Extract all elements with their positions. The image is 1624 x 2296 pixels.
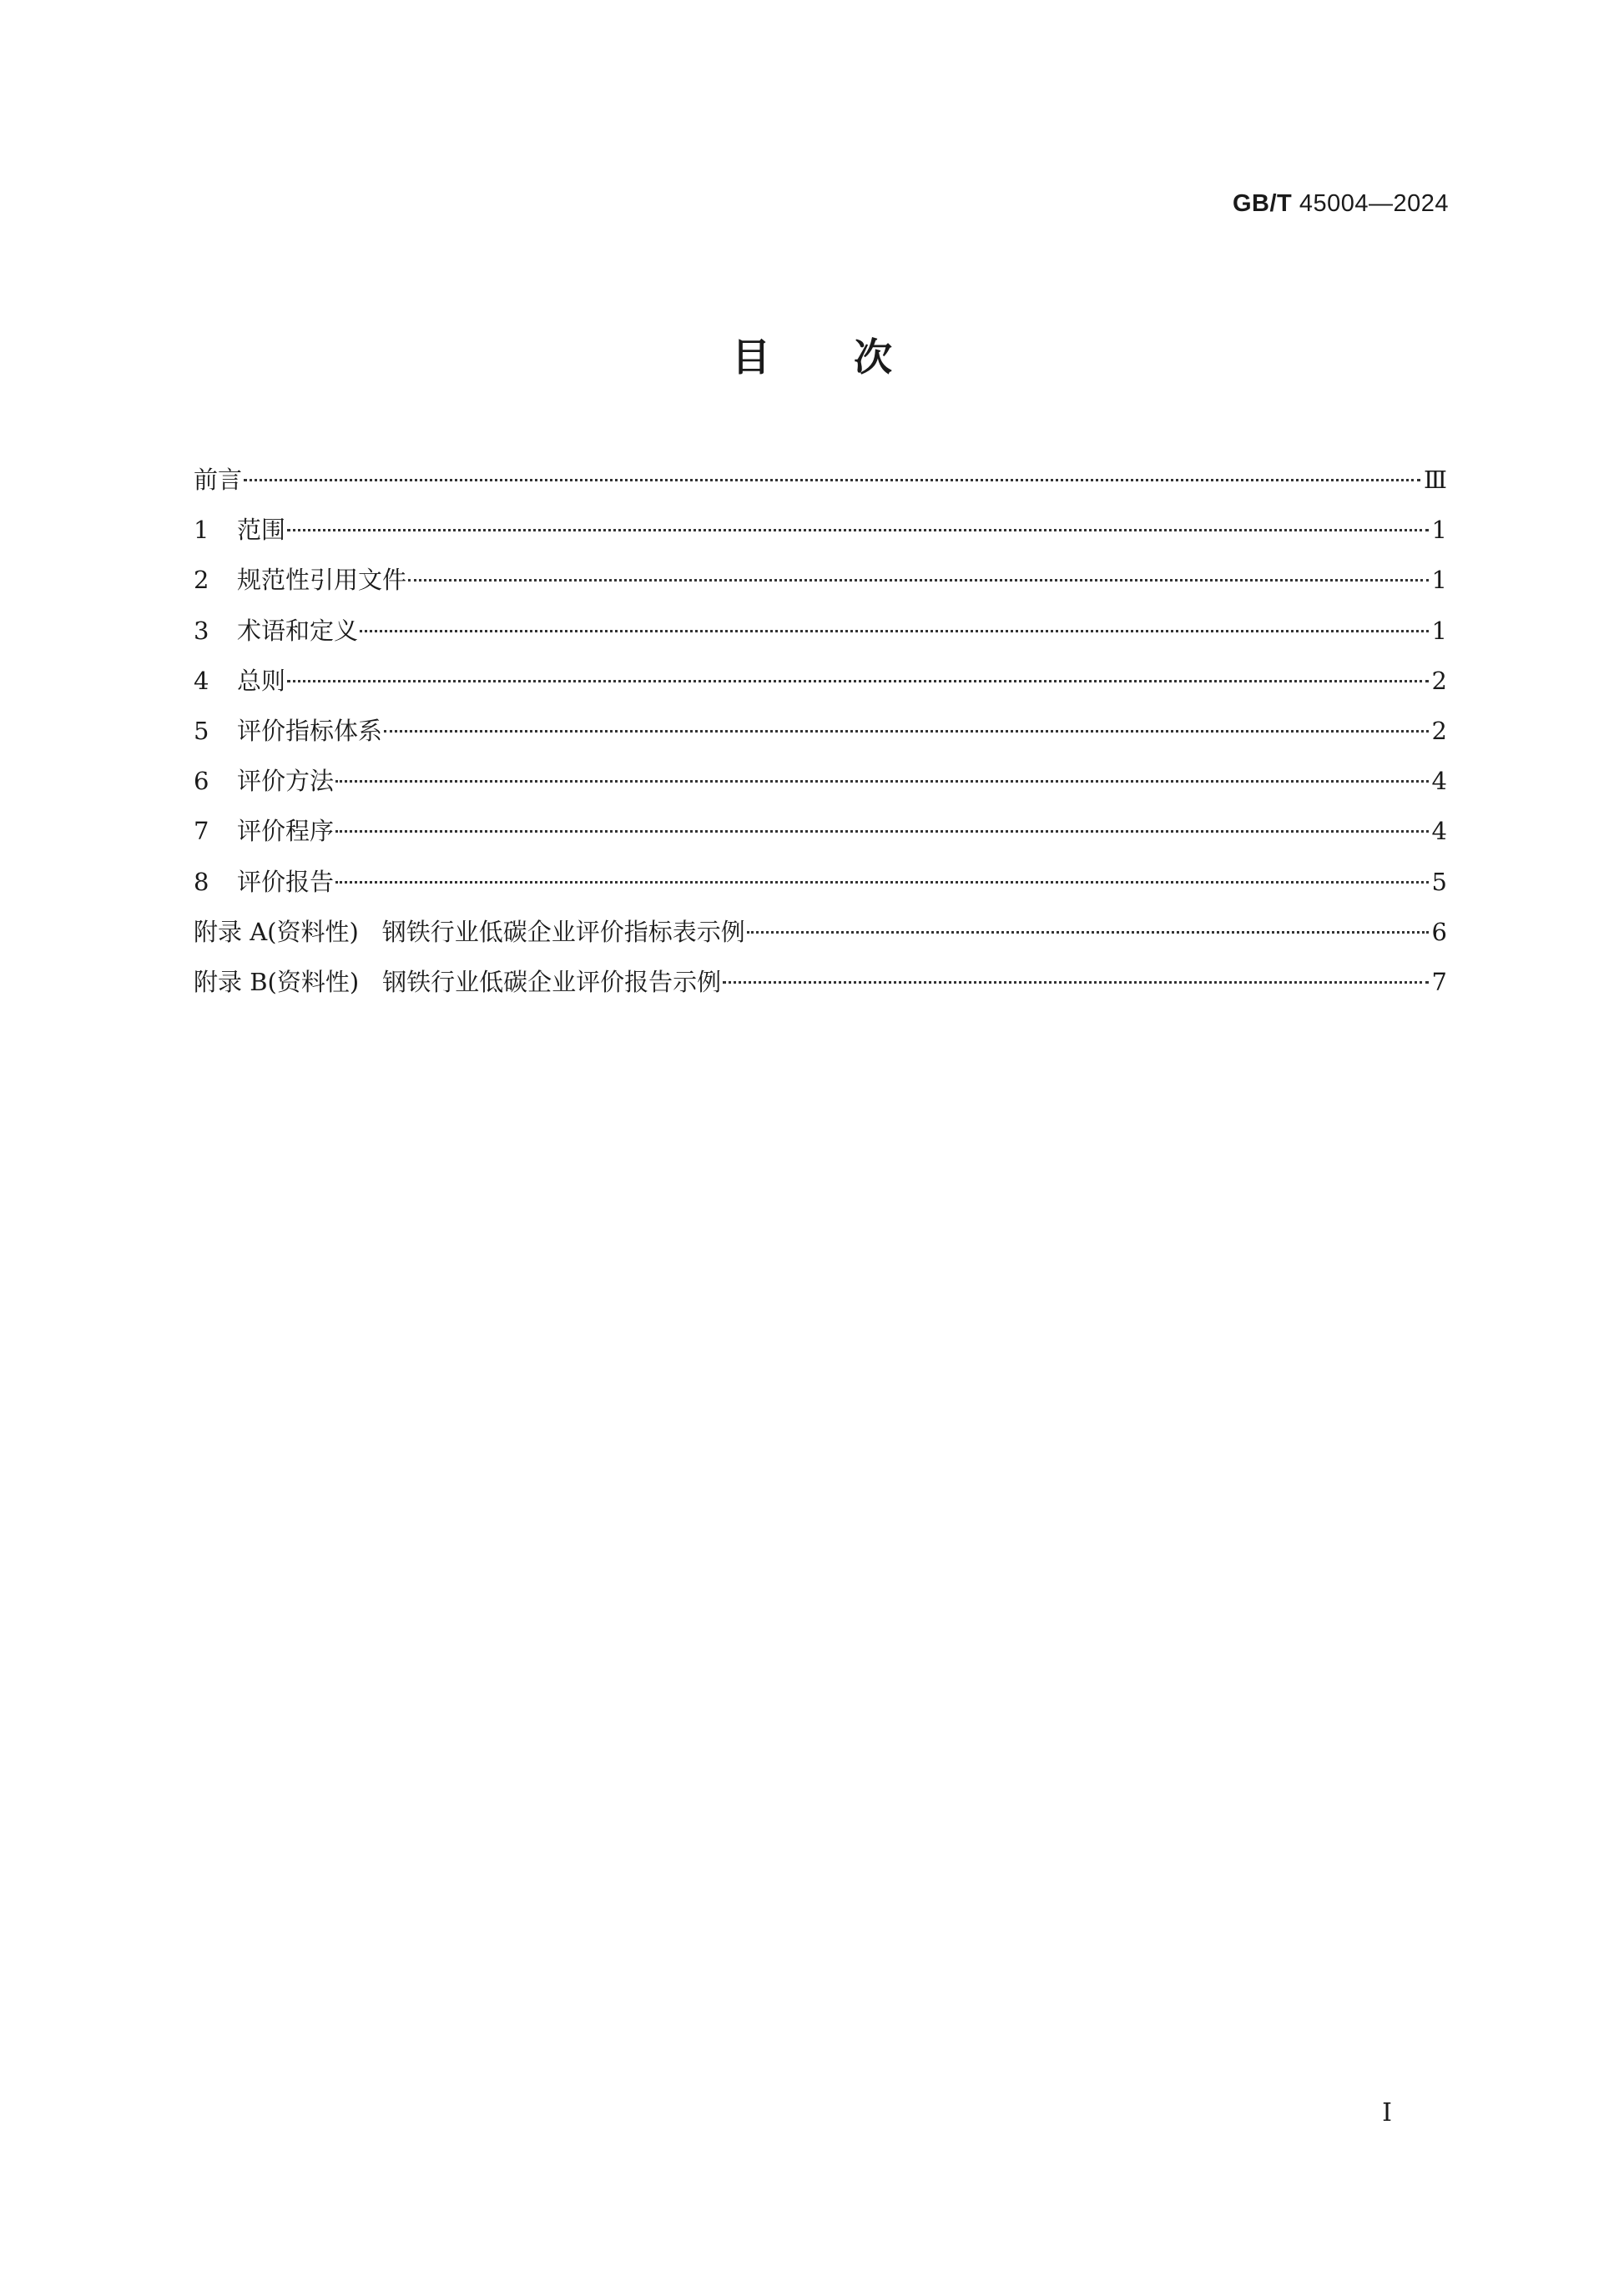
toc-leader [287, 529, 1429, 531]
toc-entry-6[interactable] [194, 764, 1447, 814]
toc-title-char-1: 目 [732, 335, 770, 380]
toc-entry-number: 3 [194, 616, 209, 645]
toc-entry-label [194, 915, 745, 949]
toc-entry-number: 6 [194, 767, 209, 796]
toc-entry-label: 评价方法 [237, 767, 335, 796]
toc-entry-page: 1 [1431, 516, 1447, 545]
toc-title-char-2: 次 [854, 335, 892, 380]
toc-entry-label: 术语和定义 [237, 616, 359, 645]
toc-entry-page: 6 [1431, 917, 1447, 946]
toc-entry-label: 范围 [237, 516, 286, 545]
toc-entry-number: 1 [194, 516, 209, 545]
toc-leader [287, 680, 1429, 682]
toc-leader [360, 630, 1429, 632]
toc-entry-number: 5 [194, 716, 209, 745]
toc-entry-3[interactable] [194, 614, 1447, 664]
toc-leader [244, 479, 1420, 481]
toc-entry-label: 前言 [194, 466, 243, 494]
toc-entry-page: 2 [1431, 666, 1447, 695]
standard-prefix: GB/T [1233, 190, 1293, 217]
toc-entry-page: 4 [1431, 817, 1447, 846]
toc-entry-label [194, 965, 721, 999]
toc-entry-page: 4 [1431, 767, 1447, 796]
toc-entry-label: 评价程序 [237, 817, 335, 846]
toc-entry-number: 4 [194, 666, 209, 695]
toc-leader [408, 579, 1429, 582]
toc-entry-7[interactable] [194, 814, 1447, 864]
toc-leader [384, 730, 1429, 733]
toc-leader [335, 780, 1429, 783]
toc-entry-page: 1 [1431, 616, 1447, 645]
toc-entry-2[interactable] [194, 563, 1447, 613]
toc-entry-number: 8 [194, 867, 209, 896]
toc-leader [335, 830, 1429, 833]
standard-code [1233, 190, 1449, 218]
appendix-a-title: 钢铁行业低碳企业评价指标表示例 [381, 917, 745, 946]
appendix-a-prefix: 附录 A(资料性) [194, 917, 359, 946]
toc-entry-foreword[interactable] [194, 463, 1447, 513]
toc-leader [335, 881, 1429, 884]
toc-leader [723, 981, 1428, 984]
toc-entry-page: 2 [1431, 716, 1447, 745]
toc-entry-4[interactable] [194, 664, 1447, 714]
toc-entry-8[interactable] [194, 865, 1447, 915]
toc-entry-5[interactable] [194, 714, 1447, 764]
toc-entry-page: 5 [1431, 867, 1447, 896]
toc-leader [747, 931, 1429, 934]
toc-entry-appendix-a[interactable] [194, 915, 1447, 965]
toc-entry-appendix-b[interactable] [194, 965, 1447, 1015]
toc-entry-page: 7 [1431, 967, 1447, 996]
toc-entry-label: 评价指标体系 [237, 716, 383, 745]
toc-entry-page: Ⅲ [1424, 466, 1447, 494]
toc-entry-label: 评价报告 [237, 867, 335, 896]
toc-entry-label: 总则 [237, 666, 286, 695]
toc-entry-number: 7 [194, 817, 209, 846]
toc-title [0, 334, 1624, 380]
toc-list [194, 463, 1447, 1015]
appendix-b-prefix: 附录 B(资料性) [194, 967, 360, 996]
standard-number: 45004—2024 [1299, 190, 1449, 217]
toc-entry-number: 2 [194, 566, 209, 595]
toc-entry-page: 1 [1431, 566, 1447, 595]
appendix-b-title: 钢铁行业低碳企业评价报告示例 [382, 967, 722, 996]
toc-entry-label: 规范性引用文件 [237, 566, 407, 595]
page-number: I [1382, 2098, 1392, 2127]
toc-entry-1[interactable] [194, 513, 1447, 563]
